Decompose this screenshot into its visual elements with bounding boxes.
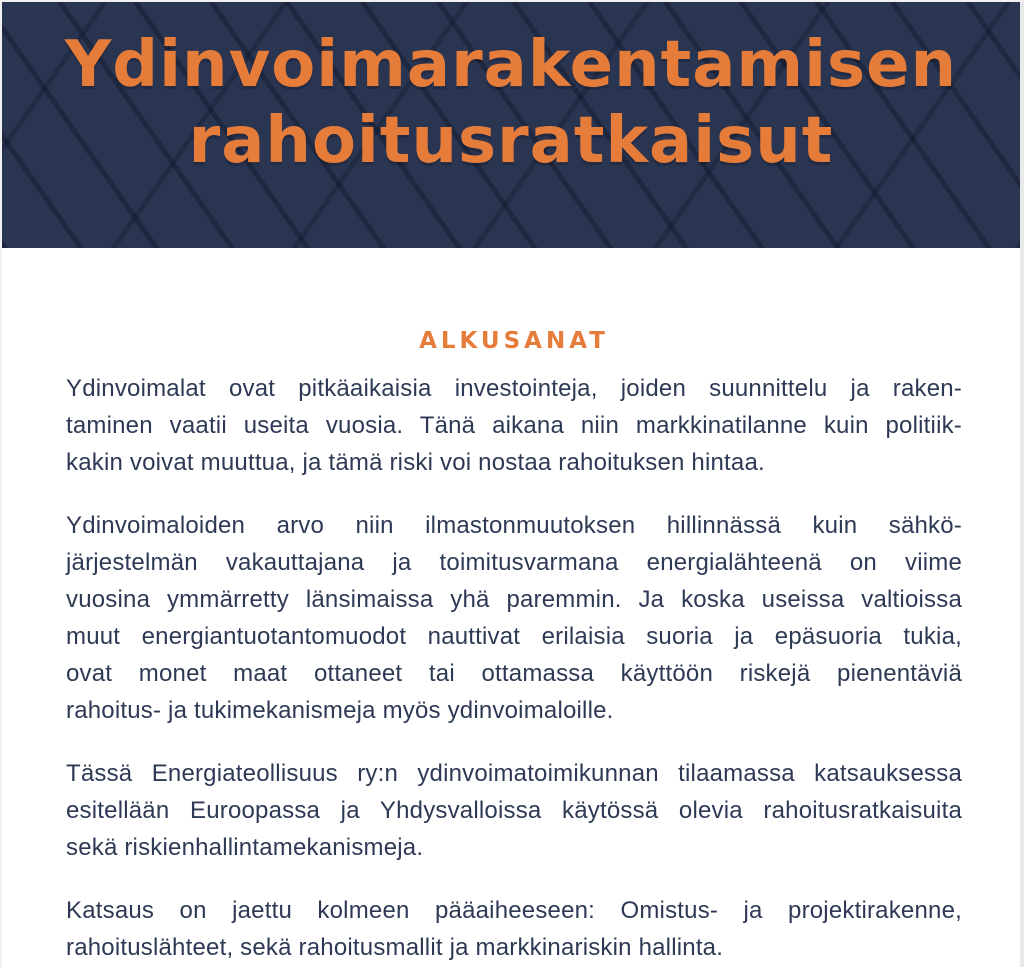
paragraph-1-line-1: Ydinvoimalat ovat pitkäaikaisia investointeja, joiden suunnittelu ja raken- bbox=[66, 375, 962, 402]
paragraph-2-line-1: Ydinvoimaloiden arvo niin ilmastonmuutoksen hillinnässä kuin sähkö- bbox=[66, 512, 962, 539]
paragraph-2-line-6: rahoitus- ja tukimekanismeja myös ydinvoimaloille. bbox=[66, 697, 614, 724]
paragraph-2-line-4: muut energiantuotantomuodot nauttivat erilaisia suoria ja epäsuoria tukia, bbox=[66, 623, 962, 650]
paragraph-2 bbox=[66, 507, 962, 729]
paragraph-4-line-2: rahoituslähteet, sekä rahoitusmallit ja markkinariskin hallinta. bbox=[66, 934, 724, 961]
paragraph-3-line-1: Tässä Energiateollisuus ry:n ydinvoimatoimikunnan tilaamassa katsauksessa bbox=[66, 760, 962, 787]
title-line-2: rahoitusratkaisut bbox=[188, 104, 834, 178]
document-body bbox=[2, 326, 1020, 966]
document-title bbox=[2, 2, 1020, 179]
header-banner bbox=[2, 2, 1020, 248]
section-heading-alkusanat: ALKUSANAT bbox=[419, 328, 609, 354]
paragraph-2-line-5: ovat monet maat ottaneet tai ottamassa käyttöön riskejä pienentäviä bbox=[66, 660, 962, 687]
paragraph-3-line-3: sekä riskienhallintamekanismeja. bbox=[66, 834, 424, 861]
paragraph-3-line-2: esitellään Euroopassa ja Yhdysvalloissa käytössä olevia rahoitusratkaisuita bbox=[66, 797, 962, 824]
paragraph-1-line-2: taminen vaatii useita vuosia. Tänä aikana niin markkinatilanne kuin politiik- bbox=[66, 412, 962, 439]
paragraph-2-line-2: järjestelmän vakauttajana ja toimitusvarmana energialähteenä on viime bbox=[66, 549, 962, 576]
paragraph-1-line-3: kakin voivat muuttua, ja tämä riski voi nostaa rahoituksen hintaa. bbox=[66, 449, 765, 476]
paragraph-4 bbox=[66, 892, 962, 966]
paragraph-3 bbox=[66, 755, 962, 866]
paragraph-4-line-1: Katsaus on jaettu kolmeen pääaiheeseen: Omistus- ja projektirakenne, bbox=[66, 897, 962, 924]
title-line-1: Ydinvoimarakentamisen bbox=[64, 28, 958, 102]
paragraph-1 bbox=[66, 370, 962, 481]
paragraph-2-line-3: vuosina ymmärretty länsimaissa yhä paremmin. Ja koska useissa valtioissa bbox=[66, 586, 962, 613]
